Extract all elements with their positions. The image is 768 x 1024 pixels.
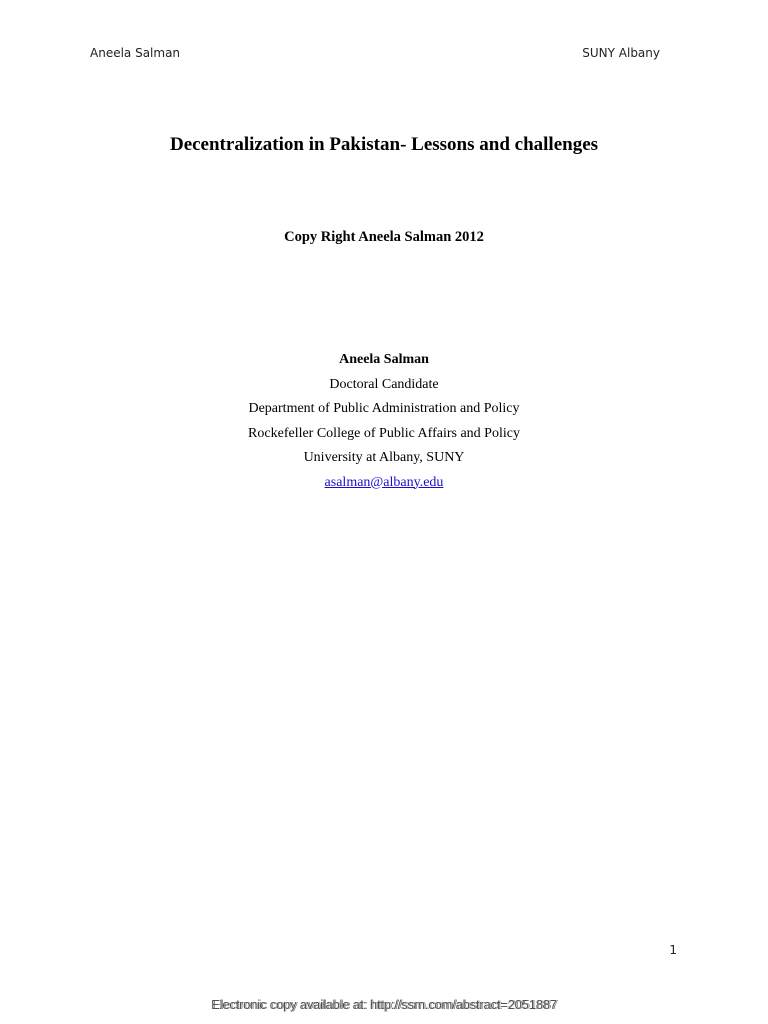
paper-title: Decentralization in Pakistan- Lessons and challenges bbox=[169, 134, 599, 155]
author-position: Doctoral Candidate bbox=[329, 376, 439, 392]
author-university: University at Albany, SUNY bbox=[303, 450, 465, 465]
author-block bbox=[0, 348, 768, 495]
copyright-notice: Copy Right Aneela Salman 2012 bbox=[284, 229, 484, 245]
footer-electronic-copy: Electronic copy available at: http://ssrn.com/abstract=2051887 bbox=[211, 997, 557, 1012]
header-author: Aneela Salman bbox=[90, 46, 181, 60]
author-college: Rockefeller College of Public Affairs and Policy bbox=[248, 425, 520, 441]
author-email-link[interactable]: asalman@albany.edu bbox=[324, 474, 444, 490]
author-name: Aneela Salman bbox=[339, 352, 429, 367]
author-department: Department of Public Administration and Policy bbox=[248, 401, 520, 416]
header-institution: SUNY Albany bbox=[582, 46, 660, 60]
page-number: 1 bbox=[669, 943, 677, 957]
